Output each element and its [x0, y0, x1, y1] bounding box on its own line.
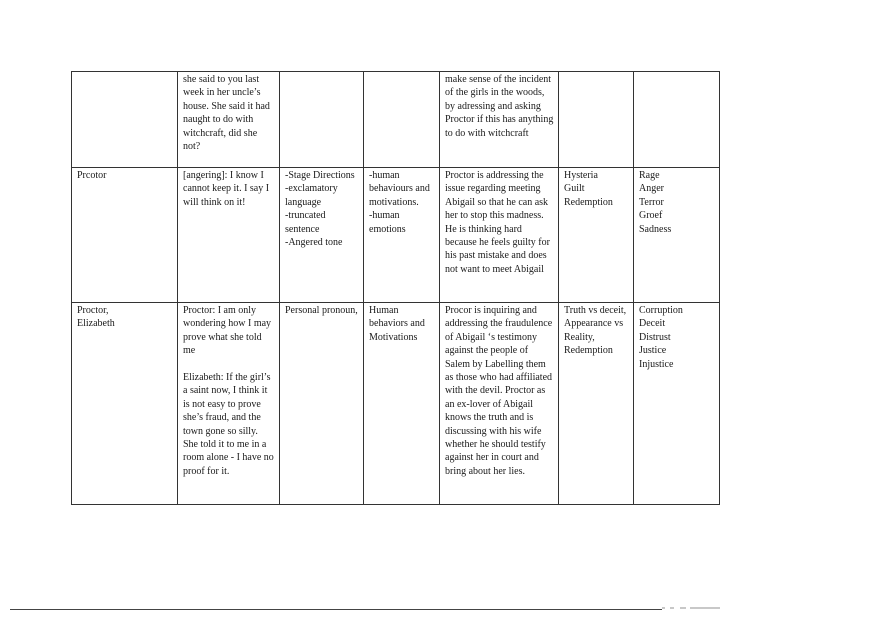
cell-theme: [559, 72, 634, 168]
cell-analysis: Proctor is addressing the issue regarding meeting Abigail so that he can ask her to stop this madness. He is thinking hard because he feels guilty for his past mistake and does not want to meet Abigail: [440, 168, 559, 303]
cell-emotion: [634, 72, 720, 168]
cell-technique: Personal pronoun,: [280, 303, 364, 505]
footer-watermark: [662, 604, 720, 612]
cell-character: Proctor, Elizabeth: [72, 303, 178, 505]
cell-focus: [364, 72, 440, 168]
cell-emotion: Corruption Deceit Distrust Justice Injustice: [634, 303, 720, 505]
table-row: [72, 303, 720, 505]
cell-technique: [280, 72, 364, 168]
cell-quote: she said to you last week in her uncle’s house. She said it had naught to do with witchcraft, did she not?: [178, 72, 280, 168]
cell-theme: Truth vs deceit, Appearance vs Reality, Redemption: [559, 303, 634, 505]
cell-character: [72, 72, 178, 168]
cell-technique: -Stage Directions -exclamatory language -truncated sentence -Angered tone: [280, 168, 364, 303]
cell-focus: Human behaviors and Motivations: [364, 303, 440, 505]
cell-quote: [angering]: I know I cannot keep it. I say I will think on it!: [178, 168, 280, 303]
cell-theme: Hysteria Guilt Redemption: [559, 168, 634, 303]
footer-divider: [10, 609, 662, 610]
cell-emotion: Rage Anger Terror Groef Sadness: [634, 168, 720, 303]
cell-analysis: Procor is inquiring and addressing the fraudulence of Abigail ‘s testimony against the people of Salem by Labelling them as those who had affiliated with the devil. Proctor as an ex-lover of Abigail knows the truth and is discussing with his wife whether he should testify against her in court and bring about her lies.: [440, 303, 559, 505]
cell-character: Prcotor: [72, 168, 178, 303]
cell-quote: Proctor: I am only wondering how I may prove what she told me Elizabeth: If the girl’s a saint now, I think it is not easy to prove she’s fraud, and the town gone so silly. She told it to me in a room alone - I have no proof for it.: [178, 303, 280, 505]
table-row: [72, 72, 720, 168]
cell-analysis: make sense of the incident of the girls in the woods, by adressing and asking Proctor if this has anything to do with witchcraft: [440, 72, 559, 168]
analysis-table: [71, 71, 720, 505]
table-row: [72, 168, 720, 303]
cell-focus: -human behaviours and motivations. -human emotions: [364, 168, 440, 303]
